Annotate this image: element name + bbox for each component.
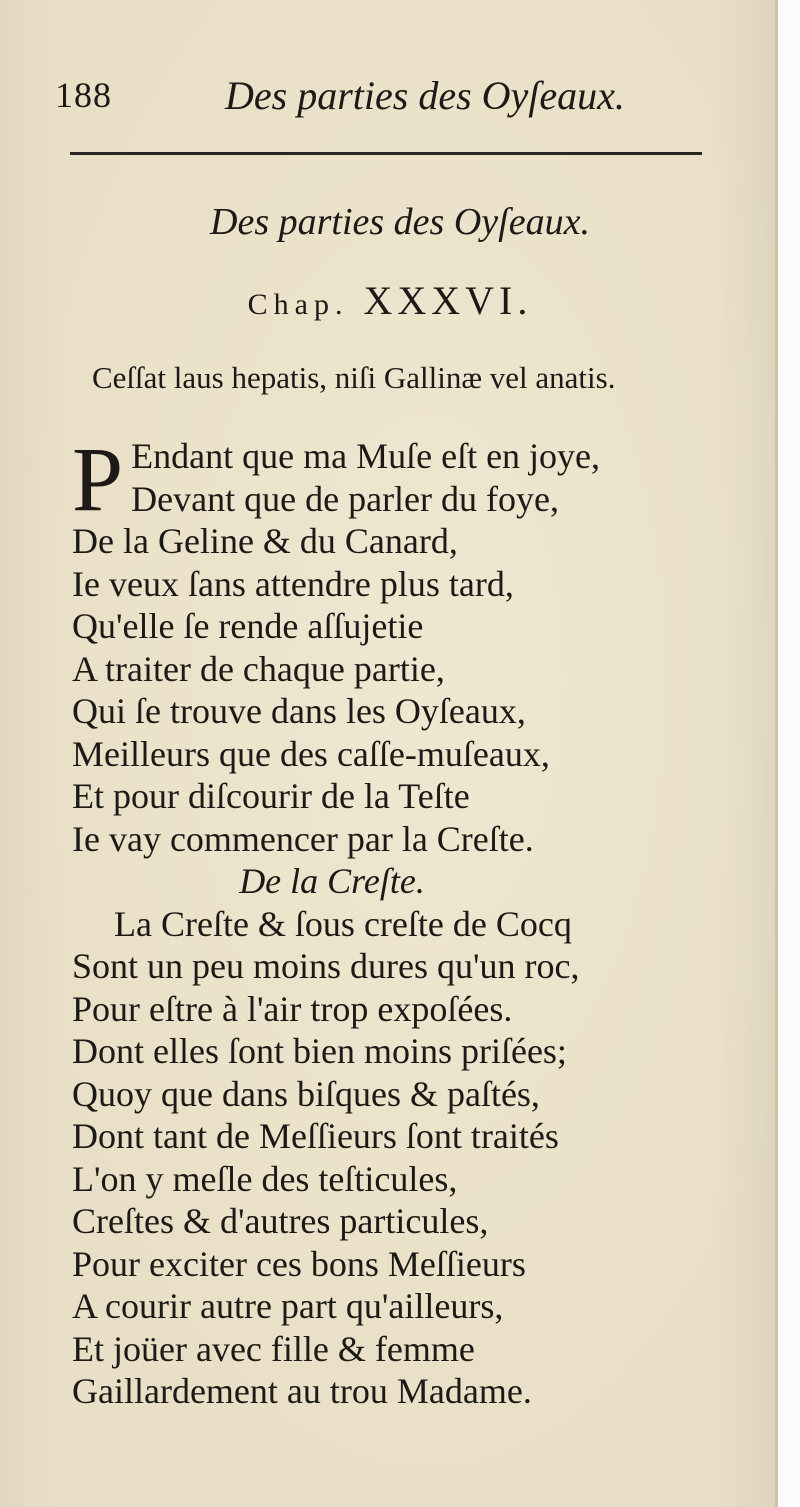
poem-line: Creſtes & d'autres particules,	[72, 1201, 489, 1241]
poem-line: Pour eſtre à l'air trop expoſées.	[72, 988, 513, 1029]
poem-line: De la Geline & du Canard,	[72, 521, 458, 561]
poem-line: Devant que de parler du foye,	[131, 478, 559, 519]
poem-line: Dont elles ſont bien moins priſées;	[72, 1031, 567, 1071]
scan-margin	[778, 0, 800, 1507]
latin-epigraph: Ceſſat laus hepatis, niſi Gallinæ vel anatis.	[92, 360, 616, 395]
chapter-prefix: Chap.	[247, 288, 349, 321]
poem	[72, 428, 712, 1413]
poem-line: A traiter de chaque partie,	[72, 648, 445, 689]
poem-line: Ie veux ſans attendre plus tard,	[72, 563, 514, 604]
drop-cap: P	[72, 428, 124, 530]
poem-line: Endant que ma Muſe eſt en joye,	[131, 436, 601, 476]
header-rule	[70, 152, 702, 155]
running-header	[55, 72, 675, 122]
chapter-roman: XXXVI.	[363, 278, 533, 323]
poem-line: A courir autre part qu'ailleurs,	[72, 1286, 504, 1326]
section-subheading: De la Creſte.	[239, 861, 425, 901]
poem-line: L'on y meſle des teſticules,	[72, 1158, 458, 1199]
poem-line: Dont tant de Meſſieurs ſont traités	[72, 1116, 559, 1156]
poem-line: Gaillardement au trou Madame.	[72, 1371, 532, 1411]
poem-line: Ie vay commencer par la Creſte.	[72, 818, 534, 859]
poem-line: Pour exciter ces bons Meſſieurs	[72, 1243, 526, 1284]
poem-line: Meilleurs que des caſſe-muſeaux,	[72, 733, 550, 774]
chapter-number	[0, 277, 780, 324]
poem-line: Qui ſe trouve dans les Oyſeaux,	[72, 691, 526, 731]
poem-line: Qu'elle ſe rende aſſujetie	[72, 606, 424, 646]
poem-line: La Creſte & ſous creſte de Cocq	[114, 903, 572, 944]
poem-line: Sont un peu moins dures qu'un roc,	[72, 946, 580, 986]
page-number: 188	[55, 75, 112, 115]
poem-line: Et pour diſcourir de la Teſte	[72, 776, 470, 816]
chapter-title: Des parties des Oyſeaux.	[210, 201, 590, 243]
running-title: Des parties des Oyſeaux.	[225, 73, 625, 118]
poem-line: Et joüer avec fille & femme	[72, 1328, 475, 1369]
poem-line: Quoy que dans biſques & paſtés,	[72, 1073, 540, 1114]
